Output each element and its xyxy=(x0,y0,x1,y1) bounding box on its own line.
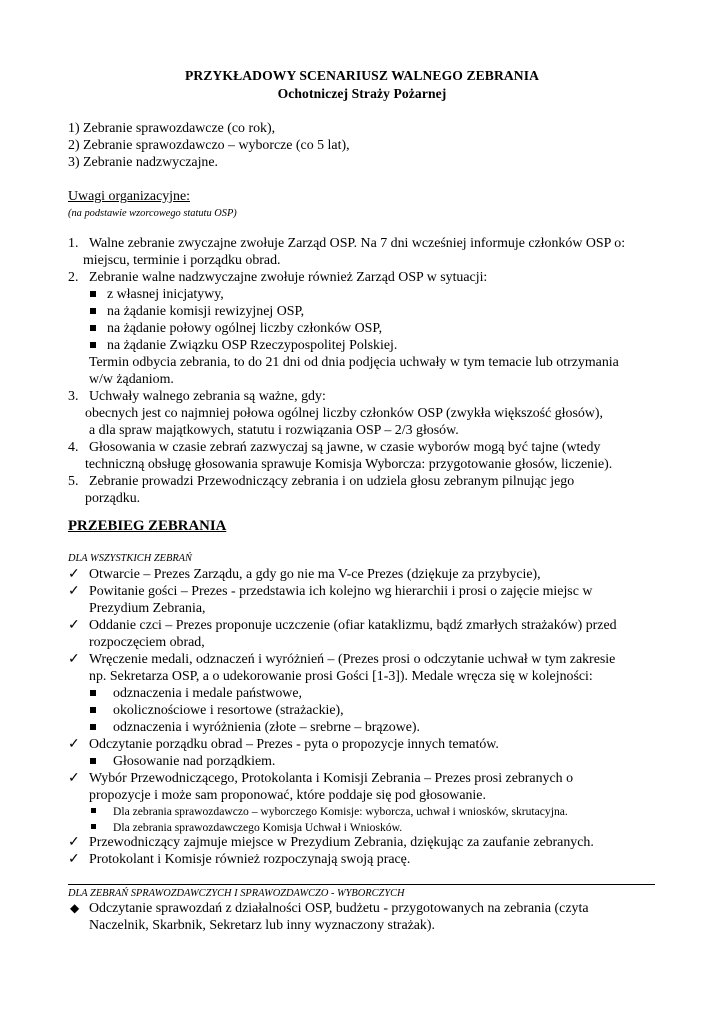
check-icon: ✓ xyxy=(68,771,80,786)
meeting-type-2: 2) Zebranie sprawozdawczo – wyborcze (co 5 lat), xyxy=(68,138,350,153)
document-subtitle: Ochotniczej Straży Pożarnej xyxy=(277,86,447,101)
org-item-4-line: Głosowania w czasie zebrań zazwyczaj są jawne, w czasie wyborów mogą być tajne (wtedy xyxy=(89,440,601,455)
agenda-bullet-item: Głosowanie nad porządkiem. xyxy=(113,754,276,769)
wyborcze-heading: DLA ZEBRAŃ SPRAWOZDAWCZYCH I SPRAWOZDAWCZO - WYBORCZYCH xyxy=(68,888,405,899)
check-item: rozpoczęciem obrad, xyxy=(89,635,205,650)
org-item-4-line: techniczną obsługę głosowania sprawuje Komisja Wyborcza: przygotowanie głosów, liczenie). xyxy=(85,457,613,472)
check-item: np. Sekretarza OSP, a o udekorowanie prosi Gości [1-3]). Medale wręcza się w kolejności: xyxy=(89,669,593,684)
square-bullet-icon xyxy=(90,308,96,314)
square-bullet-icon xyxy=(90,325,96,331)
org-item-2-number: 2. xyxy=(68,270,79,285)
commission-bullet-item: Dla zebrania sprawozdawczo – wyborczego Komisje: wyborcza, uchwał i wniosków, skrutacyjna. xyxy=(113,805,568,818)
org-item-5-line: Zebranie prowadzi Przewodniczący zebrania i on udziela głosu zebranym pilnując jego xyxy=(89,474,575,489)
org-item-3-line: a dla spraw majątkowych, statutu i rozwiązania OSP – 2/3 głosów. xyxy=(89,423,459,438)
org-item-2-line: Zebranie walne nadzwyczajne zwołuje również Zarząd OSP w sytuacji: xyxy=(89,270,488,285)
meeting-type-1: 1) Zebranie sprawozdawcze (co rok), xyxy=(68,121,276,136)
przebieg-heading: PRZEBIEG ZEBRANIA xyxy=(68,518,227,534)
org-item-1-line: Walne zebranie zwyczajne zwołuje Zarząd OSP. Na 7 dni wcześniej informuje członków OSP o: xyxy=(89,236,626,251)
org-heading: Uwagi organizacyjne: xyxy=(68,189,191,204)
org-item-1-number: 1. xyxy=(68,236,79,251)
check-item: Odczytanie porządku obrad – Prezes - pyta o propozycje innych tematów. xyxy=(89,737,499,752)
org-item-2-after: Termin odbycia zebrania, to do 21 dni od dnia podjęcia uchwały w tym temacie lub otrzymania xyxy=(89,355,619,370)
org-item-1-line: miejscu, terminie i porządku obrad. xyxy=(83,253,281,268)
wyborcze-item: Odczytanie sprawozdań z działalności OSP, budżetu - przygotowanych na zebrania (czyta xyxy=(89,901,589,916)
check-icon: ✓ xyxy=(68,652,80,667)
square-bullet-icon xyxy=(90,758,96,764)
org-item-5-line: porządku. xyxy=(85,491,141,506)
check-item: Wręczenie medali, odznaczeń i wyróżnień – (Prezes prosi o odczytanie uchwał w tym zakresie xyxy=(89,652,616,667)
check-item: Oddanie czci – Prezes proponuje uczczenie (ofiar kataklizmu, bądź zmarłych strażaków) przed xyxy=(89,618,617,633)
check-item: Prezydium Zebrania, xyxy=(89,601,206,616)
check-icon: ✓ xyxy=(68,584,80,599)
org-item-5-number: 5. xyxy=(68,474,79,489)
meeting-type-3: 3) Zebranie nadzwyczajne. xyxy=(68,155,219,170)
org-item-2-after: w/w żądaniom. xyxy=(89,372,174,387)
org-item-3-line: obecnych jest co najmniej połowa ogólnej liczby członków OSP (zwykła większość głosów), xyxy=(85,406,603,421)
org-bullet-item: na żądanie połowy ogólnej liczby członków OSP, xyxy=(107,321,383,336)
wyborcze-item: Naczelnik, Skarbnik, Sekretarz lub inny wyznaczony strażak). xyxy=(89,918,435,933)
check-item: Powitanie gości – Prezes - przedstawia ich kolejno wg hierarchii i prosi o zajęcie miejsc w xyxy=(89,584,593,599)
check-icon: ✓ xyxy=(68,852,80,867)
square-bullet-icon xyxy=(90,707,96,713)
org-bullet-item: z własnej inicjatywy, xyxy=(107,287,224,302)
check-item: propozycje i może sam proponować, które poddaje się pod głosowanie. xyxy=(89,788,486,803)
przebieg-subheading: DLA WSZYSTKICH ZEBRAŃ xyxy=(68,553,192,564)
medal-bullet-item: okolicznościowe i resortowe (strażackie), xyxy=(113,703,344,718)
check-item: Przewodniczący zajmuje miejsce w Prezydium Zebrania, dziękując za zaufanie zebranych. xyxy=(89,835,594,850)
check-icon: ✓ xyxy=(68,835,80,850)
org-item-3-line: Uchwały walnego zebrania są ważne, gdy: xyxy=(89,389,326,404)
square-bullet-icon xyxy=(91,808,96,813)
medal-bullet-item: odznaczenia i medale państwowe, xyxy=(113,686,302,701)
square-bullet-icon xyxy=(90,724,96,730)
commission-bullet-item: Dla zebrania sprawozdawczego Komisja Uchwał i Wniosków. xyxy=(113,821,403,834)
org-bullet-item: na żądanie komisji rewizyjnej OSP, xyxy=(107,304,305,319)
check-icon: ✓ xyxy=(68,737,80,752)
medal-bullet-item: odznaczenia i wyróżnienia (złote – srebrne – brązowe). xyxy=(113,720,420,735)
check-icon: ✓ xyxy=(68,567,80,582)
org-bullet-item: na żądanie Związku OSP Rzeczypospolitej Polskiej. xyxy=(107,338,398,353)
document-title: PRZYKŁADOWY SCENARIUSZ WALNEGO ZEBRANIA xyxy=(185,68,539,83)
org-item-4-number: 4. xyxy=(68,440,79,455)
square-bullet-icon xyxy=(90,291,96,297)
check-item: Wybór Przewodniczącego, Protokolanta i Komisji Zebrania – Prezes prosi zebranych o xyxy=(89,771,574,786)
square-bullet-icon xyxy=(91,824,96,829)
check-item: Otwarcie – Prezes Zarządu, a gdy go nie ma V-ce Prezes (dziękuje za przybycie), xyxy=(89,567,541,582)
square-bullet-icon xyxy=(90,690,96,696)
org-subheading: (na podstawie wzorcowego statutu OSP) xyxy=(68,208,237,219)
check-item: Protokolant i Komisje również rozpoczynają swoją pracę. xyxy=(89,852,411,867)
diamond-bullet-icon: ◆ xyxy=(70,901,80,915)
check-icon: ✓ xyxy=(68,618,80,633)
square-bullet-icon xyxy=(90,342,96,348)
org-item-3-number: 3. xyxy=(68,389,79,404)
